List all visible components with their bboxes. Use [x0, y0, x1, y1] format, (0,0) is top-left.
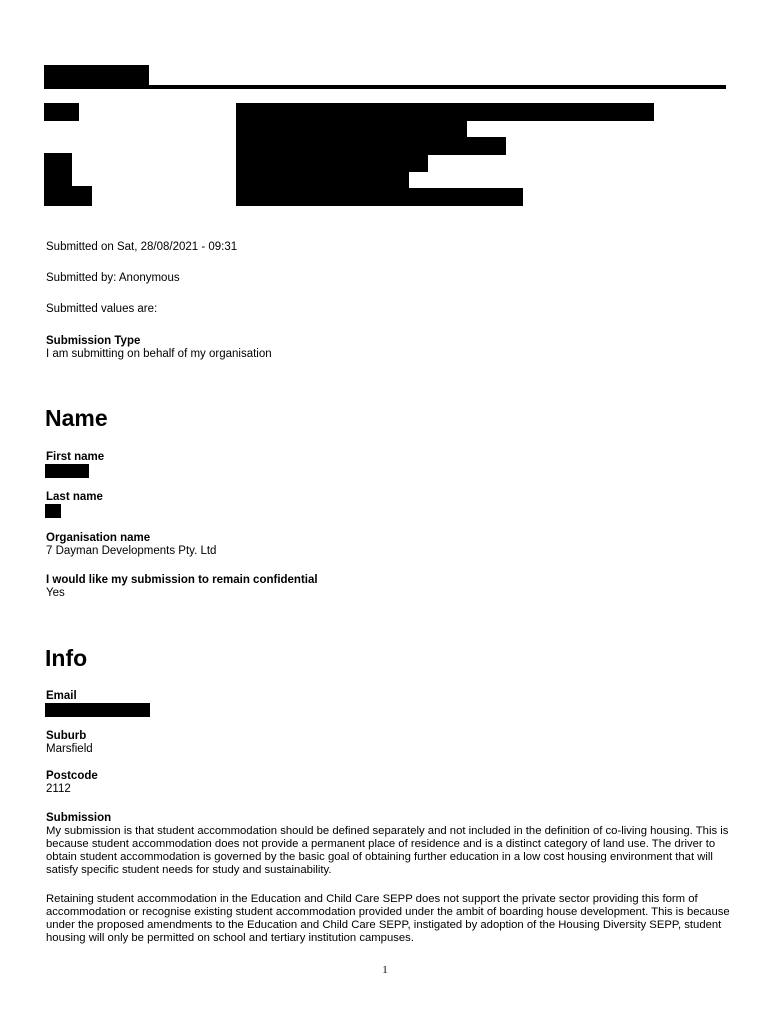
last-name-label: Last name: [46, 491, 103, 503]
info-section-heading: Info: [45, 645, 88, 671]
organisation-name-value: 7 Dayman Developments Pty. Ltd: [46, 545, 217, 557]
redacted-last-name: [45, 504, 61, 518]
redacted-address-line-2: [236, 120, 467, 138]
confidential-value: Yes: [46, 587, 65, 599]
first-name-label: First name: [46, 451, 105, 463]
submitted-on-text: Submitted on Sat, 28/08/2021 - 09:31: [46, 241, 238, 253]
redacted-address-line-1: [236, 103, 654, 121]
organisation-name-label: Organisation name: [46, 532, 151, 544]
confidential-label: I would like my submission to remain confidential: [46, 574, 318, 586]
redacted-address-line-3: [236, 137, 506, 155]
redacted-first-name: [45, 464, 89, 478]
redacted-address-line-4: [236, 154, 428, 172]
submission-label: Submission: [46, 812, 112, 824]
submission-type-label: Submission Type: [46, 335, 141, 347]
submitted-by-text: Submitted by: Anonymous: [46, 272, 180, 284]
submitted-values-text: Submitted values are:: [46, 303, 158, 315]
redacted-header-small: [44, 103, 79, 121]
redacted-address-line-5: [236, 171, 409, 189]
name-section-heading: Name: [45, 405, 108, 431]
suburb-value: Marsfield: [46, 743, 93, 755]
redacted-email: [45, 703, 150, 717]
submission-type-value: I am submitting on behalf of my organisation: [46, 348, 272, 360]
redacted-logo-block: [44, 65, 149, 87]
redacted-header-mark-bottom: [44, 186, 92, 206]
redacted-address-line-6: [236, 188, 523, 206]
suburb-label: Suburb: [46, 730, 87, 742]
submission-paragraph-2: Retaining student accommodation in the Education and Child Care SEPP does not support the private sector providing this form of accommodation or recognise existing student accommodation provided under the ambit of boarding house development. This is because under the proposed amendments to the Education and Child Care SEPP, instigated by adoption of the Housing Diversity SEPP, student housing will only be permitted on school and tertiary institution campuses.: [46, 893, 730, 944]
postcode-value: 2112: [46, 783, 71, 795]
redacted-header-mark-top: [44, 153, 72, 189]
email-label: Email: [46, 690, 77, 702]
submission-paragraph-1: My submission is that student accommodation should be defined separately and not included in the definition of co-living housing. This is because student accommodation does not provide a permanent place of residence and is a distinct category of land use. The driver to obtain student accommodation is governed by the basic goal of obtaining further education in a low cost housing environment that will satisfy specific student needs for study and sustainability.: [46, 825, 729, 876]
page-number: 1: [382, 964, 388, 976]
header-rule: [44, 85, 726, 89]
postcode-label: Postcode: [46, 770, 98, 782]
